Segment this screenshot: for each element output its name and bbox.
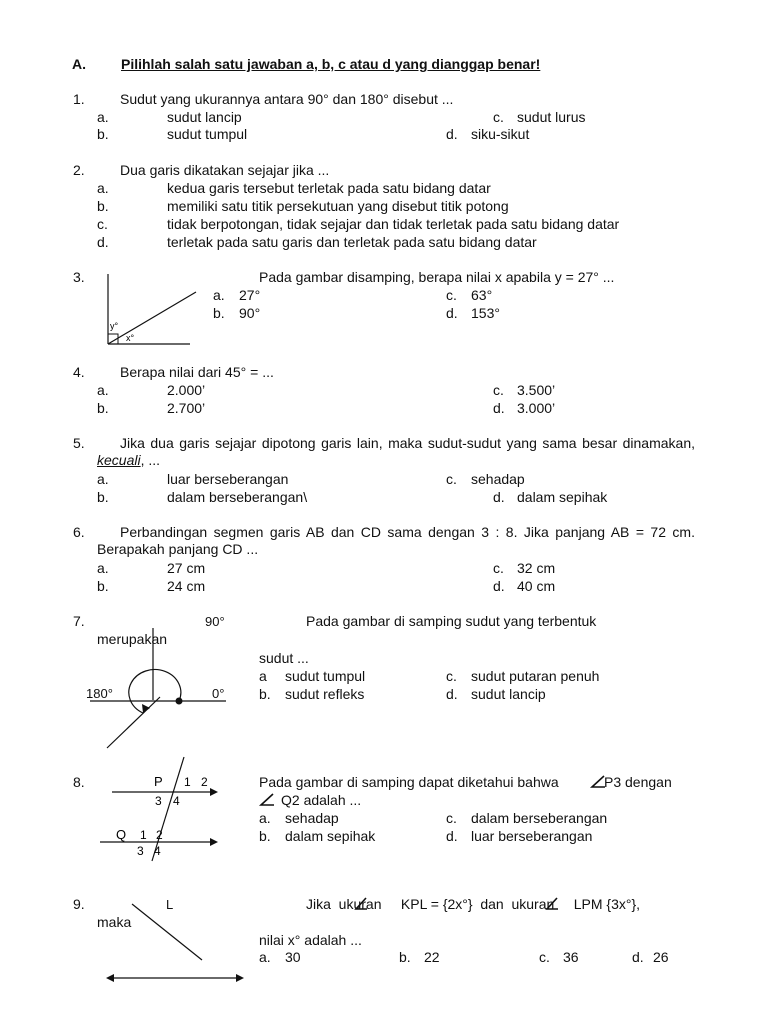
question-text: Jika ukuran KPL = {2x°} dan ukuran LPM {3x°}, [306, 896, 641, 912]
option-key: d. [493, 578, 505, 594]
angle-label: 4 [173, 794, 180, 808]
option-d[interactable]: sudut lancip [471, 686, 546, 702]
option-key: a. [97, 560, 109, 576]
option-b[interactable]: sudut tumpul [167, 126, 248, 142]
option-key: a. [259, 949, 271, 965]
option-c[interactable]: 3.500’ [517, 382, 556, 398]
option-c[interactable]: sehadap [471, 471, 525, 487]
option-d[interactable]: 40 cm [517, 578, 556, 594]
option-key: c. [493, 382, 504, 398]
option-c[interactable]: 36 [563, 949, 579, 965]
option-b[interactable]: 90° [239, 305, 261, 321]
label-0: 0° [212, 686, 225, 701]
question-text: Dua garis dikatakan sejajar jika ... [120, 162, 330, 178]
angle-figure [100, 898, 250, 986]
option-b[interactable]: dalam berseberangan\ [167, 489, 308, 505]
angle-symbol-icon [259, 793, 275, 807]
option-a[interactable]: 2.000’ [167, 382, 206, 398]
angle-label: 3 [155, 794, 162, 808]
option-key: a. [97, 382, 109, 398]
option-key: b. [97, 198, 109, 214]
question-text: Berapa nilai dari 45° = ... [120, 364, 274, 380]
option-a[interactable]: kedua garis tersebut terletak pada satu bidang datar [167, 180, 491, 196]
option-b[interactable]: dalam sepihak [285, 828, 376, 844]
angle-label: 3 [137, 844, 144, 858]
label-90: 90° [205, 614, 225, 629]
option-key: d. [493, 400, 505, 416]
section-letter: A. [72, 56, 86, 72]
question-text: Pada gambar disamping, berapa nilai x apabila y = 27° ... [259, 269, 615, 285]
option-key: b. [213, 305, 225, 321]
option-key: d. [446, 828, 458, 844]
question-number: 2. [73, 162, 85, 178]
question-number: 4. [73, 364, 85, 380]
option-a[interactable]: luar berseberangan [167, 471, 289, 487]
option-a[interactable]: sehadap [285, 810, 339, 826]
option-key: b. [97, 578, 109, 594]
question-text-line2: Q2 adalah ... [281, 792, 362, 808]
question-text: Sudut yang ukurannya antara 90° dan 180° disebut ... [120, 91, 454, 107]
option-key: d. [446, 686, 458, 702]
option-b[interactable]: memiliki satu titik persekutuan yang disebut titik potong [167, 198, 509, 214]
x-label: x° [126, 333, 135, 343]
option-c[interactable]: sudut lurus [517, 109, 586, 125]
section-title: Pilihlah salah satu jawaban a, b, c atau d yang dianggap benar! [121, 56, 541, 72]
option-a[interactable]: 27 cm [167, 560, 206, 576]
option-a[interactable]: sudut lancip [167, 109, 242, 125]
point-p: P [154, 774, 163, 789]
option-key: b. [399, 949, 411, 965]
option-b[interactable]: 2.700’ [167, 400, 206, 416]
option-d[interactable]: 153° [471, 305, 500, 321]
option-key: d. [97, 234, 109, 250]
question-text-cont: P3 dengan [604, 774, 672, 790]
option-key: d. [632, 949, 644, 965]
option-key: a. [213, 287, 225, 303]
question-number: 3. [73, 269, 85, 285]
option-key: a. [97, 109, 109, 125]
option-key: a. [97, 471, 109, 487]
label-180: 180° [86, 686, 113, 701]
angle-label: 2 [201, 775, 208, 789]
option-key: c. [97, 216, 108, 232]
angle-label: 2 [156, 828, 163, 842]
angle-figure [100, 272, 210, 352]
option-a[interactable]: 30 [285, 949, 301, 965]
y-label: y° [110, 321, 119, 331]
option-c[interactable]: tidak berpotongan, tidak sejajar dan tidak terletak pada satu bidang datar [167, 216, 620, 232]
question-text: Jika dua garis sejajar dipotong garis lain, maka sudut-sudut yang sama besar dinamakan, kecuali, ... [97, 435, 695, 468]
option-a[interactable]: sudut tumpul [285, 668, 366, 684]
option-key: d. [493, 489, 505, 505]
angle-symbol-icon [545, 897, 559, 911]
option-key: c. [446, 287, 457, 303]
option-c[interactable]: 32 cm [517, 560, 556, 576]
option-key: c. [446, 471, 457, 487]
point-q: Q [116, 827, 127, 842]
option-key: b. [97, 489, 109, 505]
option-key: c. [493, 560, 504, 576]
question-text-line2: nilai x° adalah ... [259, 932, 362, 948]
option-c[interactable]: 63° [471, 287, 493, 303]
option-d[interactable]: terletak pada satu garis dan terletak pada satu bidang datar [167, 234, 537, 250]
option-c[interactable]: sudut putaran penuh [471, 668, 600, 684]
question-number: 9. [73, 896, 85, 912]
option-key: c. [446, 668, 457, 684]
question-number: 7. [73, 613, 85, 629]
angle-label: 1 [140, 828, 147, 842]
angle-symbol-icon [354, 897, 368, 911]
option-d[interactable]: dalam sepihak [517, 489, 608, 505]
angle-figure [90, 620, 240, 755]
point-l: L [166, 897, 174, 912]
question-number: 5. [73, 435, 85, 451]
parallel-lines-figure [100, 755, 230, 863]
option-key: c. [539, 949, 550, 965]
option-b[interactable]: sudut refleks [285, 686, 365, 702]
option-key: d. [446, 305, 458, 321]
question-number: 6. [73, 524, 85, 540]
option-key: b. [259, 686, 271, 702]
question-text: Pada gambar di samping dapat diketahui bahwa [259, 774, 559, 790]
option-key: b. [97, 400, 109, 416]
option-key: b. [97, 126, 109, 142]
question-text: Perbandingan segmen garis AB dan CD sama dengan 3 : 8. Jika panjang AB = 72 cm. Berapakah panjang CD ... [97, 524, 695, 557]
question-number: 8. [73, 774, 85, 790]
option-c[interactable]: dalam berseberangan [471, 810, 608, 826]
option-key: b. [259, 828, 271, 844]
option-key: d. [446, 126, 458, 142]
option-d[interactable]: 26 [653, 949, 669, 965]
option-b[interactable]: 24 cm [167, 578, 206, 594]
angle-label: 1 [184, 775, 191, 789]
question-text-line2: sudut ... [259, 650, 309, 666]
angle-label: 4 [154, 844, 161, 858]
option-key: a. [97, 180, 109, 196]
question-text-cont: merupakan [97, 631, 168, 647]
option-d[interactable]: 3.000’ [517, 400, 556, 416]
question-text-cont: maka [97, 914, 132, 930]
question-number: 1. [73, 91, 85, 107]
emphasis-kecuali: kecuali [97, 452, 141, 468]
option-d[interactable]: siku-sikut [471, 126, 530, 142]
option-b[interactable]: 22 [424, 949, 440, 965]
question-text: Pada gambar di samping sudut yang terbentuk [306, 613, 597, 629]
option-a[interactable]: 27° [239, 287, 261, 303]
option-key: c. [446, 810, 457, 826]
option-key: a [259, 668, 267, 684]
option-key: a. [259, 810, 271, 826]
option-d[interactable]: luar berseberangan [471, 828, 593, 844]
option-key: c. [493, 109, 504, 125]
